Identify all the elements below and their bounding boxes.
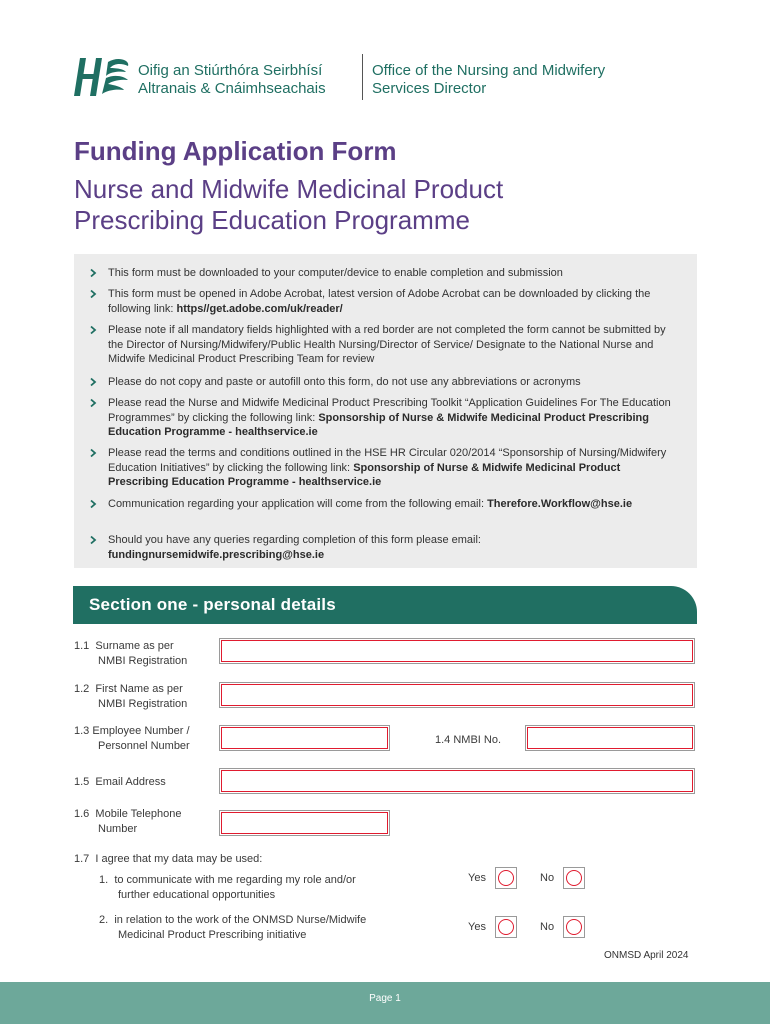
- consent-item-1-line1: to communicate with me regarding my role and/or: [114, 874, 356, 886]
- employee-number-field[interactable]: [219, 725, 390, 751]
- mandatory-ring: [566, 870, 582, 886]
- nmbi-no-input[interactable]: [530, 729, 690, 747]
- section-header: [73, 586, 697, 624]
- consent-item-1-line2: further educational opportunities: [118, 888, 276, 901]
- mandatory-ring: [498, 870, 514, 886]
- surname-label-line1: Surname as per: [95, 640, 174, 652]
- email-num: 1.5: [74, 776, 90, 788]
- instruction-text: This form must be opened in Adobe Acrobat, latest version of Adobe Acrobat can be downloaded by clicking the following link:: [108, 288, 651, 315]
- mobile-label-line2: Number: [98, 822, 138, 835]
- consent-item-2-line2: Medicinal Product Prescribing initiative: [118, 928, 307, 941]
- consent-item-2: [99, 913, 366, 942]
- instruction-email[interactable]: Therefore.Workflow@hse.ie: [487, 498, 633, 510]
- email-label-text: Email Address: [95, 776, 166, 788]
- hse-logo: [72, 54, 134, 100]
- consent-2-yes-checkbox[interactable]: [495, 916, 517, 938]
- consent-2-yes-label: Yes: [468, 921, 486, 933]
- first-name-label: [74, 682, 187, 711]
- nmbi-no-label-text: NMBI No.: [453, 734, 502, 746]
- chevron-right-icon: [88, 535, 98, 545]
- nmbi-no-label: [435, 733, 501, 748]
- employee-number-input[interactable]: [224, 729, 385, 747]
- consent-intro-text: I agree that my data may be used:: [95, 853, 263, 865]
- instruction-text: Should you have any queries regarding completion of this form please email:: [108, 534, 481, 546]
- consent-1-no-label: No: [540, 872, 555, 884]
- chevron-right-icon: [88, 499, 98, 509]
- chevron-right-icon: [88, 448, 98, 458]
- org-english-line1: Office of the Nursing and Midwifery: [372, 62, 606, 79]
- instruction-text: This form must be downloaded to your computer/device to enable completion and submission: [108, 267, 563, 279]
- consent-1-yes-checkbox[interactable]: [495, 867, 517, 889]
- consent-2-no-checkbox[interactable]: [563, 916, 585, 938]
- chevron-right-icon: [88, 398, 98, 408]
- email-label: [74, 775, 166, 790]
- consent-1-yes-label: Yes: [468, 872, 486, 884]
- form-title: Funding Application Form: [74, 136, 397, 166]
- instruction-text: Please read the Nurse and Midwife Medicinal Product Prescribing Toolkit “Application Guidelines For The Education Programmes” by clicking the following link:: [108, 397, 671, 424]
- consent-item-1: [99, 873, 356, 902]
- first-name-label-line2: NMBI Registration: [98, 697, 188, 710]
- surname-label: [74, 639, 187, 668]
- footer-bar: [0, 982, 770, 1024]
- employee-number-label-line2: Personnel Number: [98, 739, 190, 752]
- consent-1-no-checkbox[interactable]: [563, 867, 585, 889]
- mandatory-ring: [498, 919, 514, 935]
- consent-intro: [74, 852, 262, 867]
- page-header: [72, 52, 712, 104]
- subtitle-line2: Prescribing Education Programme: [74, 205, 470, 235]
- instruction-link[interactable]: Sponsorship of Nurse & Midwife Medicinal Product Prescribing Education Programme - healthservice.ie: [108, 461, 621, 488]
- instruction-item: [108, 396, 678, 440]
- org-name-english: [372, 62, 605, 98]
- instruction-item: [108, 375, 678, 390]
- consent-item-1-num: 1.: [99, 874, 109, 886]
- chevron-right-icon: [88, 289, 98, 299]
- instruction-email[interactable]: fundingnursemidwife.prescribing@hse.ie: [108, 548, 325, 561]
- mobile-input[interactable]: [224, 814, 385, 832]
- surname-label-line2: NMBI Registration: [98, 654, 188, 667]
- footer-date: ONMSD April 2024: [604, 950, 689, 961]
- employee-number-num: 1.3: [74, 725, 90, 737]
- org-english-line2: Services Director: [372, 80, 487, 97]
- mandatory-ring: [566, 919, 582, 935]
- nmbi-no-num: 1.4: [435, 734, 451, 746]
- surname-field[interactable]: [219, 638, 695, 664]
- chevron-right-icon: [88, 377, 98, 387]
- email-field[interactable]: [219, 768, 695, 794]
- consent-num: 1.7: [74, 853, 90, 865]
- form-subtitle: [74, 174, 674, 236]
- instruction-text: Communication regarding your application will come from the following email:: [108, 498, 488, 510]
- org-irish-line2: Altranais & Cnáimhseachais: [138, 80, 326, 97]
- instruction-text: Please note if all mandatory fields highlighted with a red border are not completed the form cannot be submitted by the Director of Nursing/Midwifery/Public Health Nursing/Director of Service/ Designate to the National Nurse and Midwife Medicinal Product Prescribing Team for review: [108, 324, 666, 365]
- instruction-text: Please read the terms and conditions outlined in the HSE HR Circular 020/2014 “Sponsorship of Nursing/Midwifery Education Initiatives” by clicking the following link:: [108, 447, 667, 474]
- nmbi-no-field[interactable]: [525, 725, 695, 751]
- instruction-item: [108, 266, 678, 281]
- consent-item-2-line1: in relation to the work of the ONMSD Nurse/Midwife: [114, 914, 367, 926]
- instruction-item: [108, 497, 678, 512]
- chevron-right-icon: [88, 325, 98, 335]
- first-name-input[interactable]: [224, 686, 690, 704]
- instruction-item: [108, 533, 678, 562]
- surname-num: 1.1: [74, 640, 90, 652]
- instruction-item: [108, 323, 678, 367]
- first-name-num: 1.2: [74, 683, 90, 695]
- instruction-link[interactable]: Sponsorship of Nurse & Midwife Medicinal Product Prescribing Education Programme - healthservice.ie: [108, 411, 649, 438]
- email-input[interactable]: [224, 772, 690, 790]
- employee-number-label: [74, 724, 190, 753]
- header-divider: [362, 54, 363, 100]
- instructions-panel: [74, 254, 697, 568]
- first-name-field[interactable]: [219, 682, 695, 708]
- section-title: Section one - personal details: [89, 595, 336, 614]
- mobile-num: 1.6: [74, 808, 90, 820]
- org-name-irish: [138, 62, 326, 98]
- employee-number-label-line1: Employee Number /: [92, 725, 190, 737]
- mobile-label: [74, 807, 181, 836]
- subtitle-line1: Nurse and Midwife Medicinal Product: [74, 174, 504, 204]
- consent-2-no-label: No: [540, 921, 555, 933]
- mobile-label-line1: Mobile Telephone: [95, 808, 182, 820]
- instruction-item: [108, 446, 678, 490]
- surname-input[interactable]: [224, 642, 690, 660]
- consent-item-2-num: 2.: [99, 914, 109, 926]
- page-number: Page 1: [369, 993, 401, 1004]
- instruction-item: [108, 287, 678, 316]
- first-name-label-line1: First Name as per: [95, 683, 183, 695]
- mobile-field[interactable]: [219, 810, 390, 836]
- chevron-right-icon: [88, 268, 98, 278]
- instruction-text: Please do not copy and paste or autofill onto this form, do not use any abbreviations or acronyms: [108, 376, 581, 388]
- org-irish-line1: Oifig an Stiúrthóra Seirbhísí: [138, 62, 323, 79]
- instruction-link[interactable]: https//get.adobe.com/uk/reader/: [176, 302, 343, 315]
